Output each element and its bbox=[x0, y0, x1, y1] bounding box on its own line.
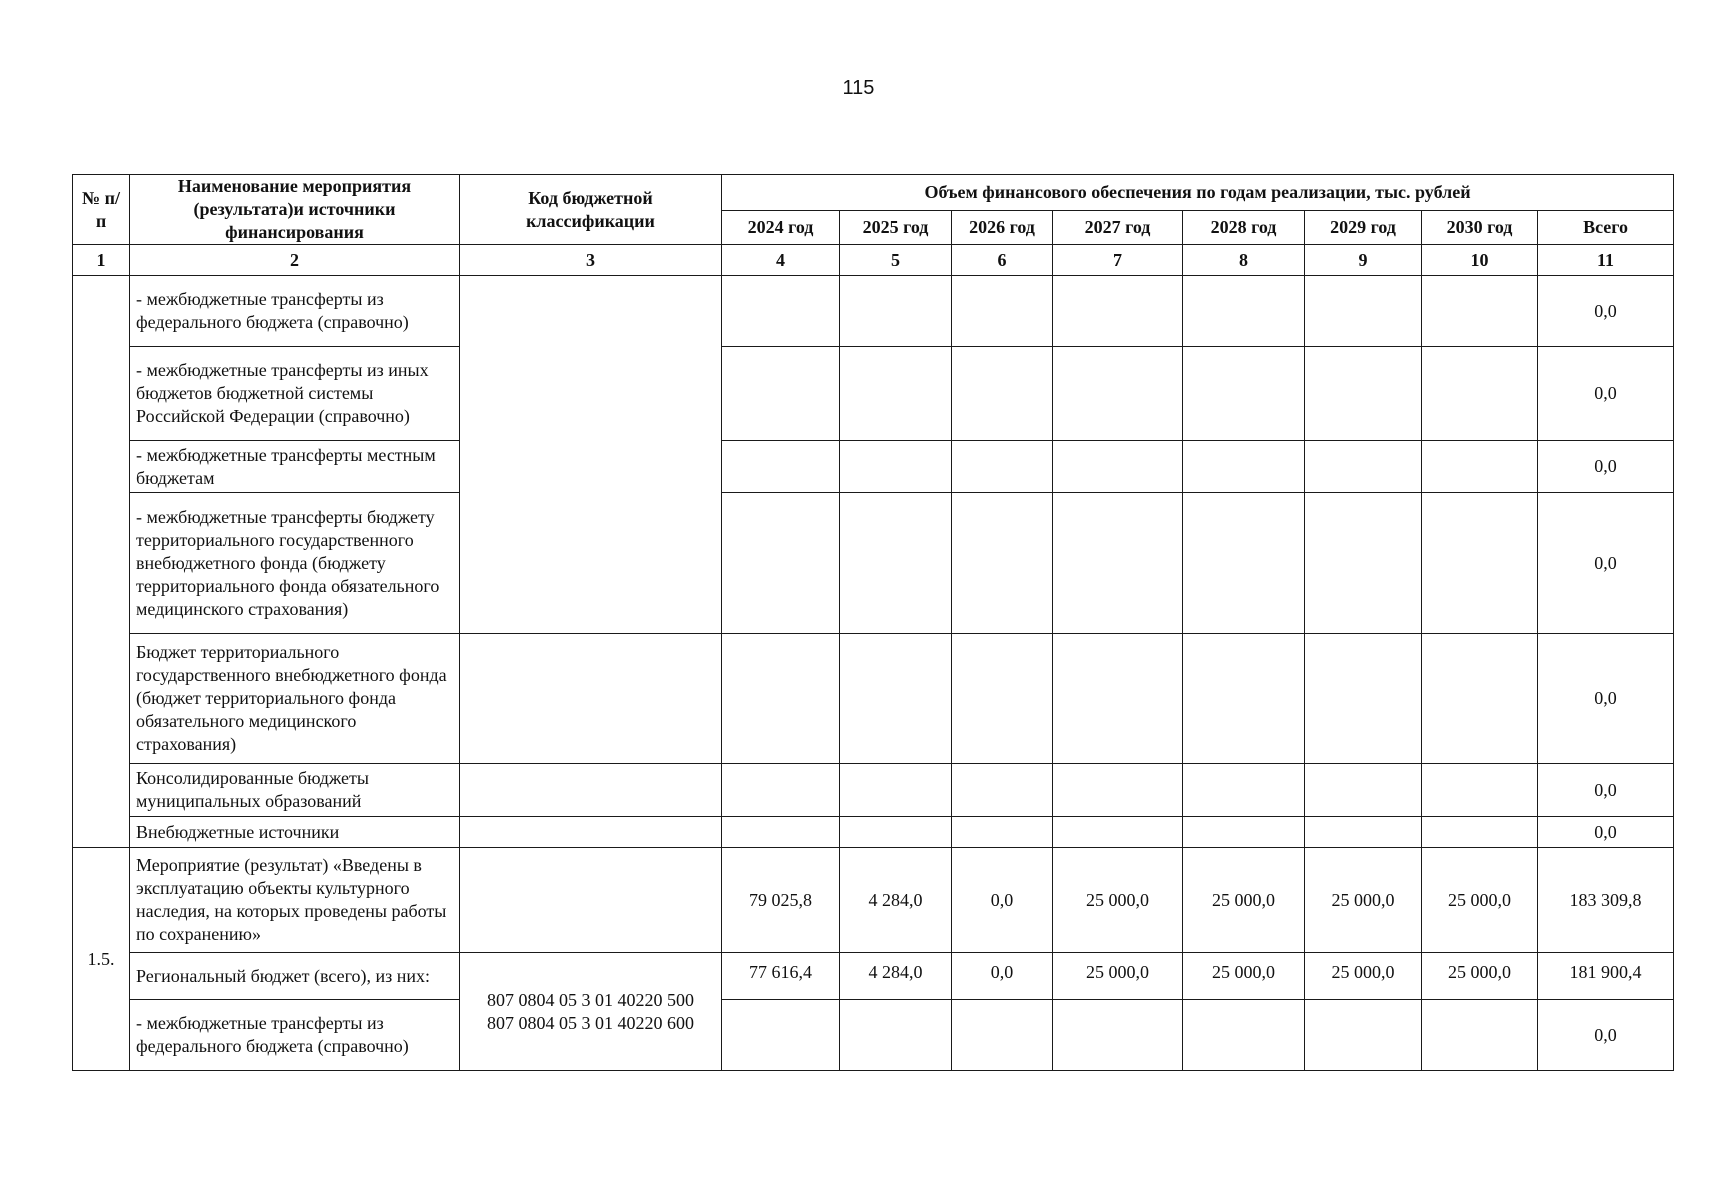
table-row bbox=[73, 764, 1674, 817]
total-cell: 0,0 bbox=[1538, 1000, 1674, 1071]
value-cell bbox=[1053, 276, 1183, 347]
value-cell: 25 000,0 bbox=[1422, 953, 1538, 1000]
header-no: № п/п bbox=[73, 175, 130, 245]
table-row bbox=[73, 493, 1674, 634]
column-number: 9 bbox=[1305, 245, 1422, 276]
value-cell bbox=[1053, 493, 1183, 634]
table-row bbox=[73, 817, 1674, 848]
value-cell bbox=[722, 1000, 840, 1071]
total-cell: 183 309,8 bbox=[1538, 848, 1674, 953]
column-number: 6 bbox=[952, 245, 1053, 276]
row-number-empty bbox=[73, 276, 130, 848]
header-name: Наименование мероприятия (результата)и источники финансирования bbox=[130, 175, 460, 245]
header-total: Всего bbox=[1538, 211, 1674, 245]
row-name: Бюджет территориального государственного внебюджетного фонда (бюджет территориального фонда обязательного медицинского страхования) bbox=[130, 634, 460, 764]
value-cell: 0,0 bbox=[952, 953, 1053, 1000]
value-cell: 77 616,4 bbox=[722, 953, 840, 1000]
header-year: 2030 год bbox=[1422, 211, 1538, 245]
value-cell bbox=[1305, 441, 1422, 493]
row-name: - межбюджетные трансферты бюджету территориального государственного внебюджетного фонда (бюджету территориального фонда обязательного медицинского страхования) bbox=[130, 493, 460, 634]
code-cell-empty bbox=[460, 764, 722, 817]
value-cell bbox=[1053, 347, 1183, 441]
header-year: 2026 год bbox=[952, 211, 1053, 245]
header-volume: Объем финансового обеспечения по годам реализации, тыс. рублей bbox=[722, 175, 1674, 211]
value-cell bbox=[1422, 276, 1538, 347]
value-cell bbox=[1422, 817, 1538, 848]
value-cell bbox=[1183, 817, 1305, 848]
value-cell bbox=[1053, 817, 1183, 848]
value-cell bbox=[952, 817, 1053, 848]
value-cell bbox=[1183, 347, 1305, 441]
total-cell: 0,0 bbox=[1538, 493, 1674, 634]
value-cell bbox=[1305, 764, 1422, 817]
value-cell bbox=[1053, 1000, 1183, 1071]
header-year: 2028 год bbox=[1183, 211, 1305, 245]
header-year: 2024 год bbox=[722, 211, 840, 245]
value-cell: 25 000,0 bbox=[1422, 848, 1538, 953]
code-cell-empty bbox=[460, 848, 722, 953]
row-name: - межбюджетные трансферты из иных бюджетов бюджетной системы Российской Федерации (справочно) bbox=[130, 347, 460, 441]
value-cell bbox=[1422, 1000, 1538, 1071]
row-name: - межбюджетные трансферты из федерального бюджета (справочно) bbox=[130, 276, 460, 347]
header-year: 2025 год bbox=[840, 211, 952, 245]
table-row bbox=[73, 1000, 1674, 1071]
value-cell bbox=[1305, 817, 1422, 848]
value-cell: 25 000,0 bbox=[1305, 848, 1422, 953]
value-cell bbox=[1305, 1000, 1422, 1071]
budget-code-cell bbox=[460, 953, 722, 1071]
header-code: Код бюджетной классификации bbox=[460, 175, 722, 245]
value-cell bbox=[952, 1000, 1053, 1071]
value-cell bbox=[840, 817, 952, 848]
value-cell bbox=[1305, 634, 1422, 764]
header-year: 2027 год bbox=[1053, 211, 1183, 245]
total-cell: 0,0 bbox=[1538, 817, 1674, 848]
column-number: 5 bbox=[840, 245, 952, 276]
column-number: 11 bbox=[1538, 245, 1674, 276]
value-cell bbox=[840, 493, 952, 634]
code-cell-empty bbox=[460, 634, 722, 764]
budget-code: 807 0804 05 3 01 40220 600 bbox=[487, 1012, 694, 1033]
financing-table bbox=[72, 174, 1674, 1071]
header-year: 2029 год bbox=[1305, 211, 1422, 245]
value-cell bbox=[952, 347, 1053, 441]
budget-code: 807 0804 05 3 01 40220 500 bbox=[487, 989, 694, 1010]
value-cell bbox=[1053, 634, 1183, 764]
code-cell-empty bbox=[460, 276, 722, 634]
value-cell bbox=[1183, 276, 1305, 347]
value-cell bbox=[722, 634, 840, 764]
total-cell: 0,0 bbox=[1538, 634, 1674, 764]
value-cell bbox=[952, 276, 1053, 347]
value-cell bbox=[722, 764, 840, 817]
value-cell bbox=[840, 634, 952, 764]
table-row bbox=[73, 276, 1674, 347]
value-cell bbox=[1422, 634, 1538, 764]
value-cell bbox=[1305, 493, 1422, 634]
total-cell: 0,0 bbox=[1538, 276, 1674, 347]
value-cell bbox=[1183, 634, 1305, 764]
row-name: - межбюджетные трансферты из федерального бюджета (справочно) bbox=[130, 1000, 460, 1071]
row-name: Внебюджетные источники bbox=[130, 817, 460, 848]
page-number: 115 bbox=[842, 77, 875, 99]
row-name: Региональный бюджет (всего), из них: bbox=[130, 953, 460, 1000]
value-cell bbox=[840, 276, 952, 347]
value-cell bbox=[1422, 764, 1538, 817]
value-cell bbox=[1053, 441, 1183, 493]
table-row bbox=[73, 347, 1674, 441]
column-number: 4 bbox=[722, 245, 840, 276]
column-number-row bbox=[73, 245, 1674, 276]
value-cell bbox=[722, 276, 840, 347]
value-cell bbox=[840, 347, 952, 441]
value-cell: 25 000,0 bbox=[1183, 848, 1305, 953]
value-cell bbox=[722, 493, 840, 634]
value-cell bbox=[1183, 1000, 1305, 1071]
value-cell bbox=[1422, 347, 1538, 441]
total-cell: 0,0 bbox=[1538, 347, 1674, 441]
table-row bbox=[73, 441, 1674, 493]
value-cell: 25 000,0 bbox=[1183, 953, 1305, 1000]
value-cell bbox=[1422, 493, 1538, 634]
value-cell: 4 284,0 bbox=[840, 953, 952, 1000]
column-number: 7 bbox=[1053, 245, 1183, 276]
column-number: 2 bbox=[130, 245, 460, 276]
value-cell bbox=[722, 441, 840, 493]
row-name: Консолидированные бюджеты муниципальных образований bbox=[130, 764, 460, 817]
total-cell: 0,0 bbox=[1538, 764, 1674, 817]
total-cell: 0,0 bbox=[1538, 441, 1674, 493]
value-cell: 25 000,0 bbox=[1053, 953, 1183, 1000]
value-cell bbox=[1183, 493, 1305, 634]
value-cell bbox=[952, 493, 1053, 634]
column-number: 3 bbox=[460, 245, 722, 276]
table-row bbox=[73, 634, 1674, 764]
value-cell bbox=[840, 441, 952, 493]
value-cell: 4 284,0 bbox=[840, 848, 952, 953]
value-cell bbox=[1305, 276, 1422, 347]
section-number: 1.5. bbox=[73, 848, 130, 1071]
column-number: 1 bbox=[73, 245, 130, 276]
value-cell bbox=[1183, 441, 1305, 493]
value-cell: 0,0 bbox=[952, 848, 1053, 953]
value-cell: 79 025,8 bbox=[722, 848, 840, 953]
value-cell: 25 000,0 bbox=[1305, 953, 1422, 1000]
value-cell bbox=[952, 634, 1053, 764]
value-cell bbox=[722, 347, 840, 441]
table-row bbox=[73, 953, 1674, 1000]
value-cell bbox=[840, 764, 952, 817]
value-cell bbox=[840, 1000, 952, 1071]
row-name: - межбюджетные трансферты местным бюджетам bbox=[130, 441, 460, 493]
total-cell: 181 900,4 bbox=[1538, 953, 1674, 1000]
code-cell-empty bbox=[460, 817, 722, 848]
value-cell bbox=[1183, 764, 1305, 817]
value-cell bbox=[1305, 347, 1422, 441]
value-cell bbox=[1053, 764, 1183, 817]
value-cell: 25 000,0 bbox=[1053, 848, 1183, 953]
value-cell bbox=[722, 817, 840, 848]
table-row bbox=[73, 848, 1674, 953]
value-cell bbox=[1422, 441, 1538, 493]
column-number: 8 bbox=[1183, 245, 1305, 276]
value-cell bbox=[952, 764, 1053, 817]
row-name: Мероприятие (результат) «Введены в эксплуатацию объекты культурного наследия, на которых проведены работы по сохранению» bbox=[130, 848, 460, 953]
value-cell bbox=[952, 441, 1053, 493]
column-number: 10 bbox=[1422, 245, 1538, 276]
